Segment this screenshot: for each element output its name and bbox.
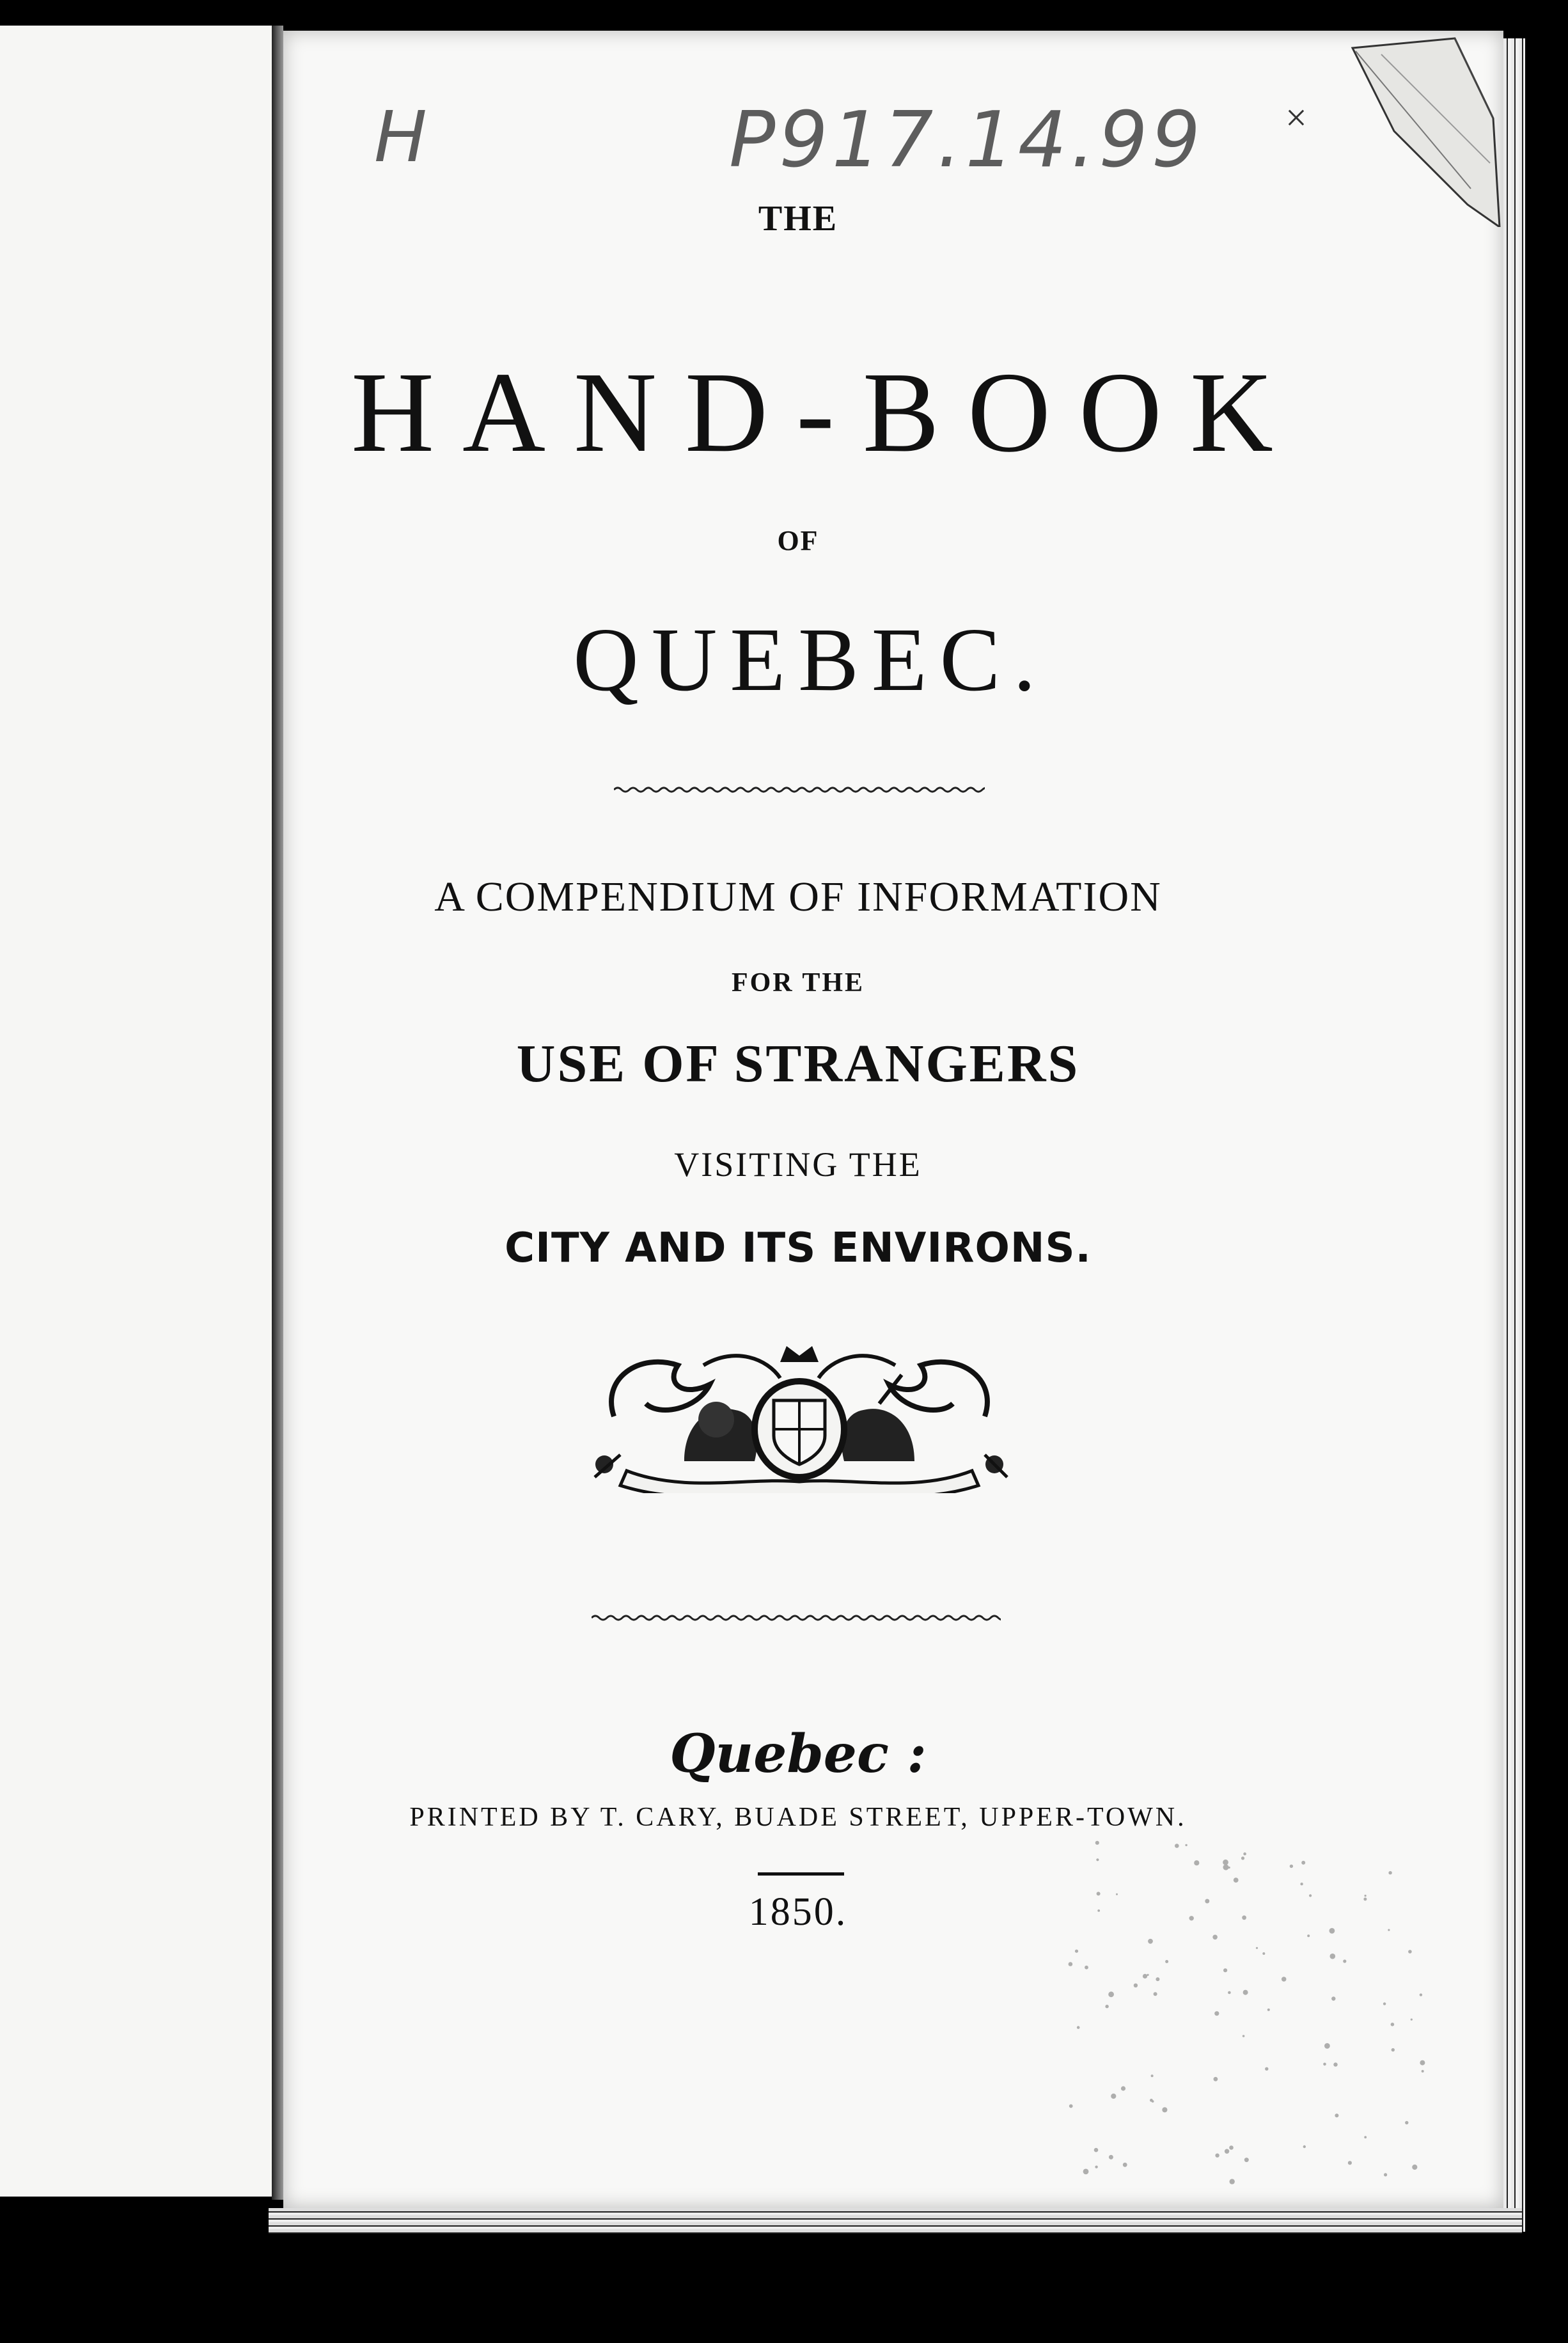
foxing-speck (1411, 2019, 1413, 2021)
foxing-speck (1175, 1844, 1179, 1848)
foxing-speck (1105, 2005, 1108, 2008)
foxing-speck (1243, 1853, 1246, 1856)
foxing-speck (1343, 1959, 1346, 1963)
foxing-speck (1420, 2060, 1425, 2065)
foxing-speck (1265, 2067, 1268, 2071)
foxing-speck (1242, 1915, 1246, 1920)
foxing-speck (1094, 2148, 1099, 2152)
foxing-speck (1365, 1895, 1367, 1897)
foxing-speck (1121, 2086, 1125, 2090)
foxing-speck (1097, 1892, 1101, 1895)
foxing-speck (1234, 1877, 1239, 1883)
left-flyleaf (0, 26, 272, 2197)
foxing-speck (1331, 1996, 1335, 2000)
foxing-speck (1214, 2077, 1218, 2081)
foxing-speck (1228, 1991, 1231, 1994)
subtitle-line-1: A COMPENDIUM OF INFORMATION (434, 874, 1162, 920)
foxing-speck (1388, 1929, 1390, 1931)
foxing-speck (1116, 1893, 1118, 1895)
royal-coat-of-arms-emblem (588, 1340, 1010, 1493)
page-edges-right (1503, 38, 1525, 2232)
ornamental-rule-top (614, 785, 985, 794)
subtitle-line-4: VISITING THE (674, 1145, 922, 1184)
foxing-speck (1223, 1860, 1228, 1865)
foxing-speck (1225, 2149, 1229, 2154)
title-place: QUEBEC. (573, 609, 1049, 710)
foxing-speck (1134, 1984, 1138, 1987)
foxing-speck (1243, 2035, 1245, 2037)
foxing-speck (1300, 1883, 1303, 1885)
foxing-speck (1096, 1858, 1099, 1861)
foxing-speck (1069, 2104, 1073, 2108)
foxing-speck (1243, 1990, 1248, 1995)
foxing-speck (1333, 2062, 1337, 2066)
foxing-speck (1282, 1977, 1287, 1982)
foxing-speck (1388, 1871, 1392, 1874)
foxing-speck (1109, 2155, 1113, 2159)
foxing-speck (1301, 1861, 1305, 1865)
foxing-speck (1244, 2158, 1249, 2162)
handwritten-initial: H (374, 96, 427, 178)
foxing-speck (1303, 2145, 1306, 2148)
foxing-speck (1329, 1928, 1335, 1934)
foxing-speck (1123, 2163, 1127, 2167)
foxing-speck (1095, 2166, 1097, 2168)
page-edges-bottom (269, 2208, 1522, 2234)
foxing-speck (1148, 1939, 1153, 1944)
foxing-speck (1223, 1865, 1229, 1870)
foxing-speck (1095, 1841, 1099, 1845)
foxing-speck (1194, 1860, 1199, 1865)
foxing-speck (1405, 2121, 1408, 2124)
foxing-speck (1330, 1954, 1336, 1959)
foxing-speck (1223, 1968, 1227, 1972)
foxing-speck (1154, 1992, 1157, 1996)
foxing-speck (1309, 1894, 1312, 1897)
foxing-speck (1212, 1935, 1218, 1940)
foxing-speck (1085, 1966, 1088, 1970)
foxing-speck (1383, 2002, 1386, 2005)
foxing-speck (1384, 2173, 1387, 2176)
foxing-speck (1392, 2048, 1395, 2051)
folded-corner (1343, 35, 1503, 227)
foxing-speck (1151, 2074, 1154, 2077)
ornamental-rule-bottom (592, 1613, 1001, 1622)
foxing-speck (1150, 2099, 1153, 2102)
main-title: HAND-BOOK (351, 349, 1301, 476)
foxing-speck (1348, 2161, 1352, 2165)
foxing-speck (1185, 1844, 1187, 1846)
foxing-speck (1391, 2023, 1395, 2026)
foxing-speck (1412, 2165, 1417, 2170)
subtitle-line-3: USE OF STRANGERS (516, 1034, 1080, 1093)
subtitle-line-2: FOR THE (731, 968, 865, 998)
imprint-year: 1850. (748, 1890, 848, 1934)
imprint-rule (758, 1872, 844, 1876)
foxing-speck (1162, 2107, 1167, 2112)
title-article: THE (758, 199, 838, 239)
foxing-speck (1083, 2169, 1089, 2175)
foxing-speck (1229, 2145, 1234, 2150)
foxing-speck (1097, 1909, 1100, 1912)
foxing-speck (1215, 2154, 1219, 2158)
foxing-speck (1335, 2113, 1338, 2117)
foxing-speck (1165, 1960, 1168, 1963)
foxing-speck (1069, 1962, 1073, 1966)
foxing-speck (1323, 2063, 1326, 2066)
foxing-speck (1147, 1974, 1149, 1976)
foxing-speck (1267, 2009, 1270, 2011)
handwritten-call-number: P917.14.99 (729, 96, 1205, 185)
foxing-speck (1422, 2070, 1424, 2073)
foxing-speck (1363, 1897, 1367, 1900)
foxing-speck (1324, 2043, 1330, 2049)
foxing-speck (1290, 1865, 1293, 1868)
foxing-speck (1230, 2179, 1235, 2184)
foxing-speck (1241, 1856, 1244, 1860)
foxing-speck (1189, 1916, 1194, 1920)
imprint-city: Quebec : (670, 1723, 927, 1785)
foxing-speck (1408, 1950, 1412, 1954)
foxing-speck (1364, 2136, 1367, 2138)
foxing-speck (1262, 1952, 1265, 1955)
subtitle-line-5: CITY AND ITS ENVIRONS. (505, 1225, 1092, 1272)
foxing-speck (1108, 1991, 1114, 1997)
imprint-printer: PRINTED BY T. CARY, BUADE STREET, UPPER-TOWN. (409, 1803, 1187, 1832)
foxing-speck (1205, 1899, 1209, 1904)
foxing-speck (1077, 2026, 1080, 2029)
title-preposition: OF (777, 525, 819, 556)
foxing-specks (1055, 1822, 1439, 2206)
handwritten-mark: × (1285, 97, 1307, 139)
foxing-speck (1111, 2094, 1116, 2099)
foxing-speck (1214, 2011, 1219, 2016)
foxing-speck (1307, 1934, 1310, 1937)
foxing-speck (1420, 1993, 1422, 1996)
foxing-speck (1143, 1974, 1147, 1979)
gutter-shadow (272, 26, 283, 2200)
foxing-speck (1256, 1947, 1258, 1949)
foxing-speck (1075, 1950, 1078, 1953)
foxing-speck (1156, 1977, 1159, 1981)
